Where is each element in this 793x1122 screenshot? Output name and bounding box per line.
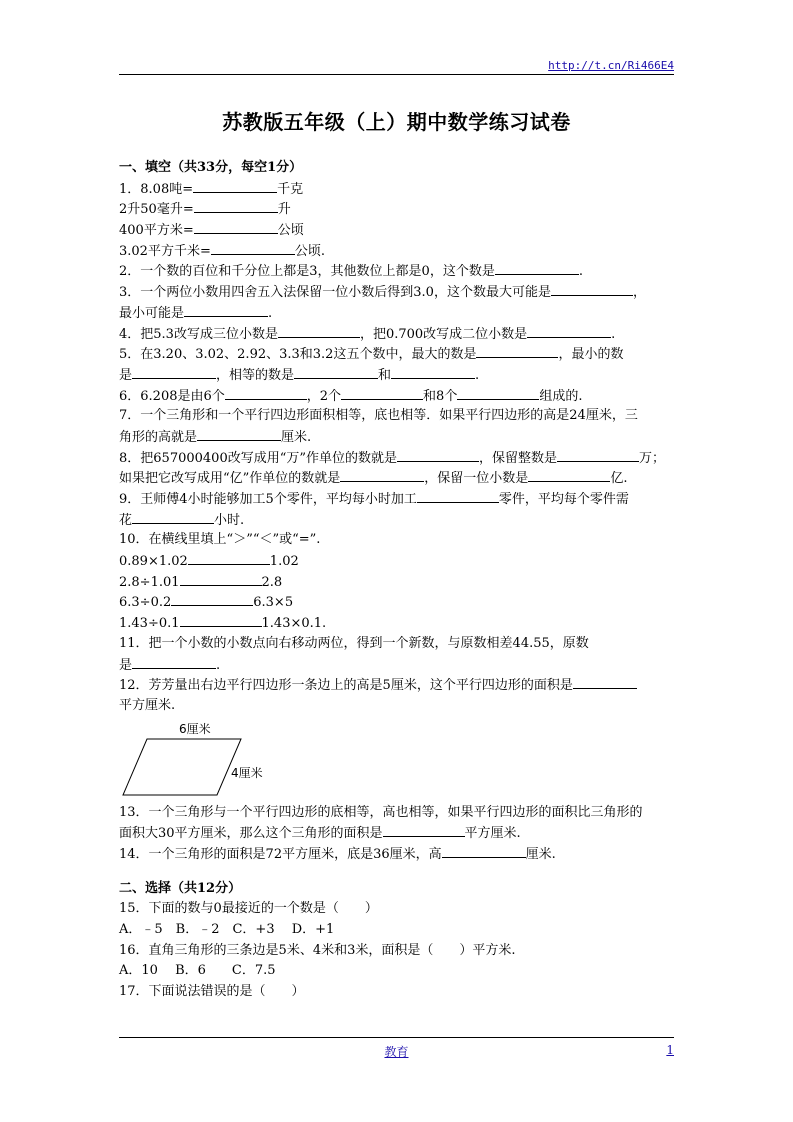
answer-blank[interactable]: [197, 427, 281, 441]
answer-blank[interactable]: [397, 448, 479, 462]
q8-text: ，保留一位小数是: [424, 471, 529, 487]
q12-line-2: [119, 696, 675, 717]
q7-text: 角形的高就是: [119, 429, 198, 445]
q8-text: 亿.: [610, 471, 628, 487]
q7-line-2: [119, 427, 675, 448]
q2-line: [119, 261, 675, 282]
q13-text: 13．一个三角形与一个平行四边形的底相等，高也相等，如果平行四边形的面积比三角形的: [119, 804, 643, 820]
answer-blank[interactable]: [171, 592, 253, 606]
q5-line-2: [119, 365, 675, 386]
answer-blank[interactable]: [278, 324, 360, 338]
q1-text: 2升50毫升=: [119, 202, 194, 218]
q12-text: 平方厘米.: [119, 697, 176, 713]
q7-line-1: [119, 406, 675, 427]
header-url-link[interactable]: http://t.cn/Ri466E4: [548, 59, 674, 72]
q7-text: 7．一个三角形和一个平行四边形面积相等，底也相等．如果平行四边形的高是24厘米，三: [119, 408, 638, 424]
q11-line-1: [119, 634, 675, 655]
q4-text: ，把0.700改写成二位小数是: [359, 326, 528, 342]
q9-line-1: [119, 489, 675, 510]
answer-blank[interactable]: [383, 823, 465, 837]
q1-unit: 公顷: [277, 223, 304, 239]
parallelogram-svg: [119, 719, 319, 797]
q14-text: 厘米.: [525, 846, 556, 862]
q2-text: .: [578, 264, 583, 280]
q10-text: 1.43÷0.1: [119, 616, 180, 632]
q3-text: .: [268, 305, 273, 321]
q13-text: 平方厘米.: [464, 826, 521, 842]
q10-text: 6.3÷0.2: [119, 595, 172, 611]
q10-row-3: [119, 592, 675, 613]
answer-blank[interactable]: [132, 510, 214, 524]
q16-options: A．10 B．6 C．7.5: [119, 963, 276, 979]
q8-line-1: [119, 448, 675, 469]
q8-line-2: [119, 468, 675, 489]
q4-line: [119, 324, 675, 345]
q10-text: 2.8÷1.01: [119, 574, 180, 590]
answer-blank[interactable]: [180, 572, 262, 586]
answer-blank[interactable]: [294, 365, 378, 379]
q1-text: 400平方米=: [119, 223, 194, 239]
q1-line-c: [119, 220, 675, 241]
q3-line-2: [119, 303, 675, 324]
q7-text: 厘米.: [281, 429, 312, 445]
q3-line-1: [119, 282, 675, 303]
q9-line-2: [119, 510, 675, 531]
answer-blank[interactable]: [557, 448, 639, 462]
section2-heading: 二、选择（共12分）: [119, 880, 242, 896]
answer-blank[interactable]: [391, 365, 475, 379]
q10-text: 1.43×0.1.: [261, 616, 327, 632]
q11-text: 是: [119, 657, 133, 673]
q10-text: 10．在横线里填上“＞”“＜”或“=”.: [119, 532, 321, 548]
q1-line-a: [119, 179, 675, 200]
q11-line-2: [119, 655, 675, 676]
q5-text: 和: [378, 367, 392, 383]
q10-text: 2.8: [261, 574, 283, 590]
q8-text: 8．把657000400改写成用“万”作单位的数就是: [119, 450, 398, 466]
answer-blank[interactable]: [573, 675, 637, 689]
answer-blank[interactable]: [341, 386, 423, 400]
q2-text: 2．一个数的百位和千分位上都是3，其他数位上都是0，这个数是: [119, 264, 495, 280]
q14-line: [119, 844, 675, 865]
answer-blank[interactable]: [194, 199, 278, 213]
answer-blank[interactable]: [442, 844, 526, 858]
q13-line-2: [119, 823, 675, 844]
answer-blank[interactable]: [528, 468, 610, 482]
q5-line-1: [119, 344, 675, 365]
q1-unit: 升: [277, 202, 291, 218]
q1-line-d: [119, 241, 675, 262]
section1-heading: 一、填空（共33分，每空1分）: [119, 160, 303, 175]
q12-line-1: [119, 675, 675, 696]
q9-text: 花: [119, 512, 133, 528]
q13-line-1: [119, 803, 675, 824]
q1-line-b: [119, 199, 675, 220]
q14-text: 14．一个三角形的面积是72平方厘米，底是36厘米，高: [119, 846, 442, 862]
q8-text: 万；: [639, 450, 666, 466]
answer-blank[interactable]: [527, 324, 611, 338]
q8-text: ，保留整数是: [479, 450, 558, 466]
q9-text: 小时.: [214, 512, 245, 528]
footer-divider: [119, 1037, 674, 1038]
answer-blank[interactable]: [211, 241, 295, 255]
q8-text: 如果把它改写成用“亿”作单位的数就是: [119, 471, 341, 487]
answer-blank[interactable]: [184, 303, 268, 317]
exam-content: [119, 158, 675, 1003]
q4-text: 4．把5.3改写成三位小数是: [119, 326, 278, 342]
q1-text: 1．8.08吨=: [119, 181, 194, 197]
answer-blank[interactable]: [340, 468, 424, 482]
answer-blank[interactable]: [132, 655, 216, 669]
q12-text: 12．芳芳量出右边平行四边形一条边上的高是5厘米，这个平行四边形的面积是: [119, 678, 573, 694]
q3-text: ，: [632, 285, 646, 301]
q4-text: .: [611, 326, 616, 342]
q16-line: 16．直角三角形的三条边是5米、4米和3米，面积是（ ）平方米.: [119, 942, 516, 958]
q1-text: 3.02平方千米=: [119, 243, 211, 259]
page-title: 苏教版五年级（上）期中数学练习试卷: [222, 110, 571, 134]
q10-text: 1.02: [269, 554, 299, 570]
q1-unit: 公顷.: [294, 243, 325, 259]
side-label: 4厘米: [231, 765, 263, 780]
q6-line: [119, 386, 675, 407]
q10-text: 0.89×1.02: [119, 554, 188, 570]
q10-row-2: [119, 572, 675, 593]
q10-row-4: [119, 613, 675, 634]
q11-text: .: [216, 657, 221, 673]
q13-text: 面积大30平方厘米，那么这个三角形的面积是: [119, 826, 383, 842]
q3-text: 3．一个两位小数用四舍五入法保留一位小数后得到3.0，这个数最大可能是: [119, 285, 551, 301]
q9-text: 9．王师傅4小时能够加工5个零件，平均每小时加工: [119, 492, 417, 507]
q5-text: 5．在3.20、3.02、2.92、3.3和3.2这五个数中，最大的数是: [119, 347, 477, 363]
answer-blank[interactable]: [193, 179, 277, 193]
q3-text: 最小可能是: [119, 305, 185, 321]
section-gap: [119, 865, 675, 879]
answer-blank[interactable]: [495, 261, 579, 275]
q1-unit: 千克: [277, 181, 304, 197]
top-side-label: 6厘米: [179, 721, 211, 736]
q15-line: 15．下面的数与0最接近的一个数是（ ）: [119, 901, 378, 917]
footer-link[interactable]: 教育: [384, 1045, 409, 1059]
q6-text: ，2个: [306, 388, 342, 404]
answer-blank[interactable]: [180, 613, 262, 627]
answer-blank[interactable]: [417, 489, 499, 503]
answer-blank[interactable]: [476, 344, 558, 358]
answer-blank[interactable]: [225, 386, 307, 400]
header-divider: [119, 74, 674, 75]
q6-text: 组成的.: [539, 388, 583, 404]
q10-row-1: [119, 551, 675, 572]
answer-blank[interactable]: [188, 551, 270, 565]
answer-blank[interactable]: [132, 365, 216, 379]
q10-text: 6.3×5: [253, 595, 294, 611]
q10-line: [119, 530, 675, 551]
parallelogram-figure: [119, 719, 675, 797]
q15-options: A．﹣5 B．﹣2 C．+3 D．+1: [119, 922, 335, 937]
answer-blank[interactable]: [551, 282, 633, 296]
q6-text: 和8个: [423, 388, 458, 404]
parallelogram-shape: [123, 739, 241, 795]
q17-line: 17．下面说法错误的是（ ）: [119, 984, 305, 1000]
q5-text: ，相等的数是: [216, 367, 295, 383]
q11-text: 11．把一个小数的小数点向右移动两位，得到一个新数，与原数相差44.55，原数: [119, 635, 589, 651]
q6-text: 6．6.208是由6个: [119, 388, 225, 404]
q5-text: .: [475, 367, 480, 383]
q9-text: 零件，平均每个零件需: [498, 492, 629, 507]
q5-text: 是: [119, 367, 133, 383]
answer-blank[interactable]: [457, 386, 539, 400]
q5-text: ，最小的数: [558, 347, 624, 363]
answer-blank[interactable]: [194, 220, 278, 234]
page-number: 1: [666, 1043, 674, 1057]
